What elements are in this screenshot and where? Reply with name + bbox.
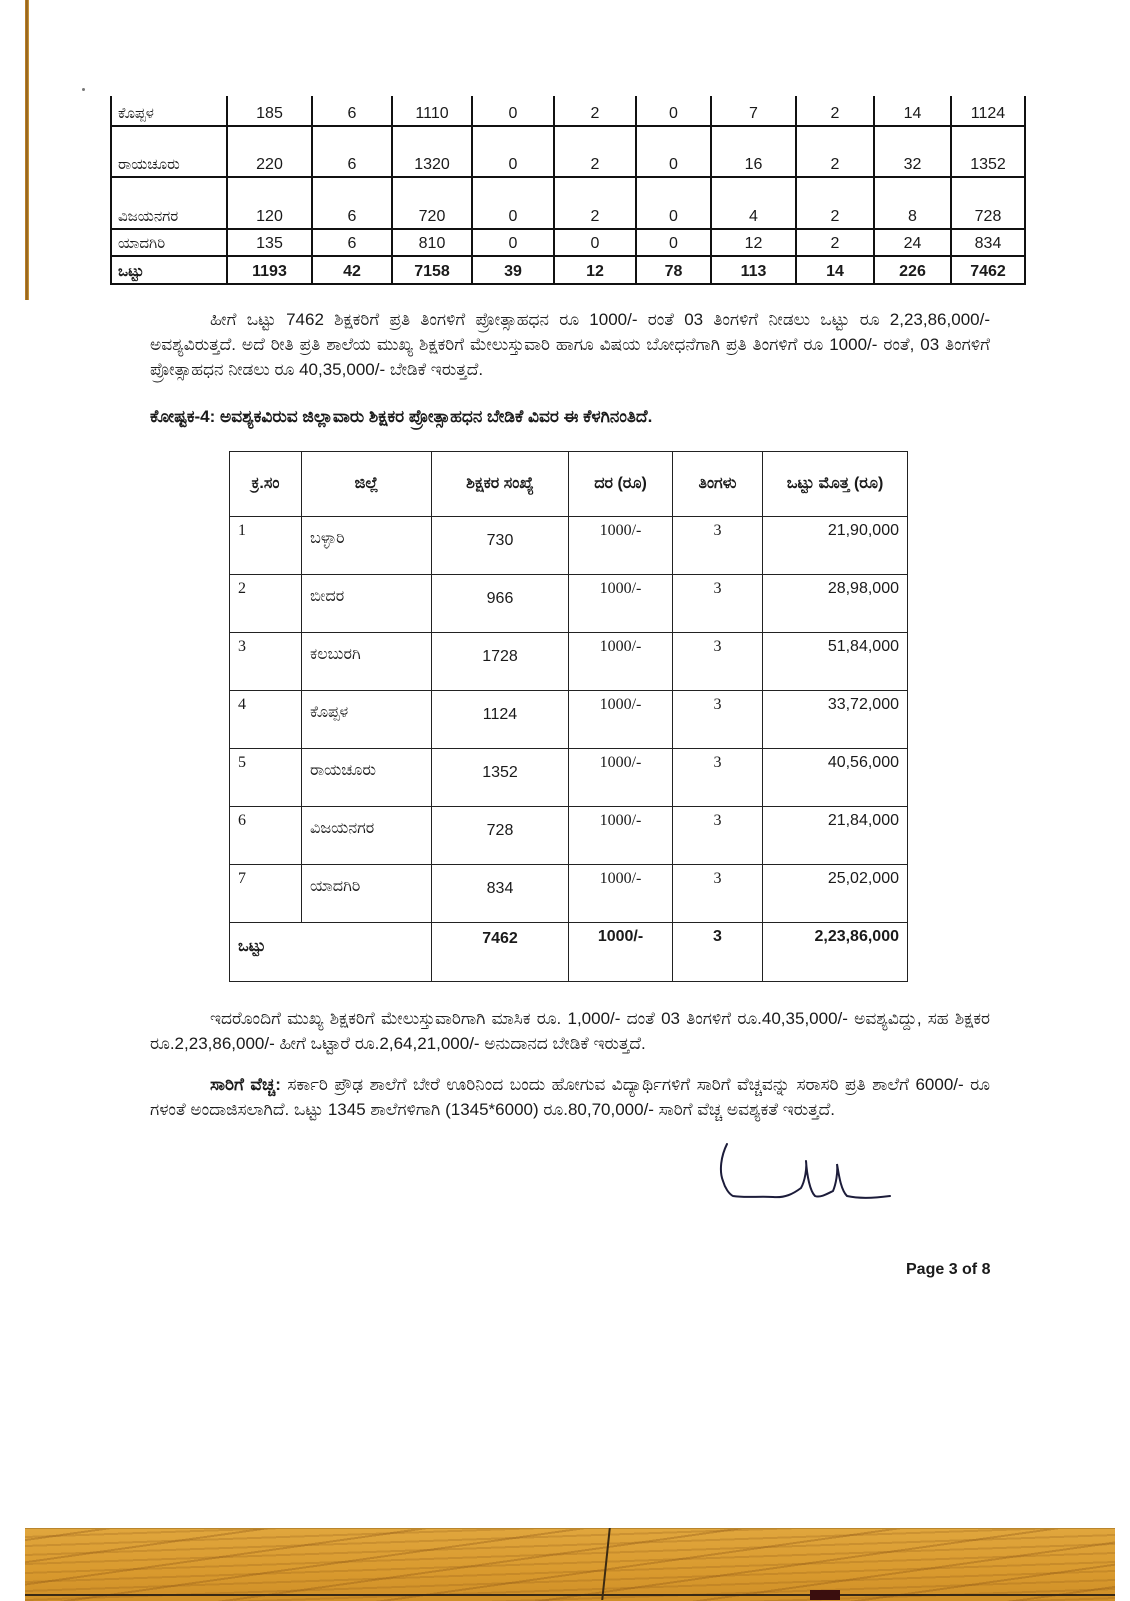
district-cell: ವಿಜಯನಗರ bbox=[111, 177, 227, 229]
table-row bbox=[230, 633, 908, 691]
header-sl-no: ಕ್ರ.ಸಂ bbox=[230, 452, 302, 517]
table-row bbox=[111, 229, 1025, 256]
cell: 1110 bbox=[392, 96, 472, 126]
cell: 14 bbox=[874, 96, 951, 126]
cell: 2 bbox=[796, 229, 874, 256]
cell: 6 bbox=[312, 229, 392, 256]
sl-cell: 3 bbox=[230, 633, 302, 691]
cell: 0 bbox=[636, 126, 711, 177]
teachers-cell: 966 bbox=[432, 575, 569, 633]
cell: 0 bbox=[636, 177, 711, 229]
district-cell: ರಾಯಚೂರು bbox=[111, 126, 227, 177]
cell: 2 bbox=[796, 96, 874, 126]
paragraph-text: ಸರ್ಕಾರಿ ಪ್ರೌಢ ಶಾಲೆಗೆ ಬೇರೆ ಊರಿನಿಂದ ಬಂದು ಹೋಗುವ ವಿದ್ಯಾರ್ಥಿಗಳಿಗೆ ಸಾರಿಗೆ ವೆಚ್ಚವನ್ನು ಸರಾಸರಿ ಪ್ರತಿ ಶಾಲೆಗೆ 6000/- ರೂ ಗಳಂತೆ ಅಂದಾಜಿಸಲಾಗಿದೆ. ಒಟ್ಟು 1345 ಶಾಲೆಗಳಿಗಾಗಿ (1345*6000) ರೂ.80,70,000/- ಸಾರಿಗೆ ವೆಚ್ಚ ಅವಶ್ಯಕತೆ ಇರುತ್ತದೆ. bbox=[150, 1075, 990, 1119]
cell: 32 bbox=[874, 126, 951, 177]
cell: 1352 bbox=[951, 126, 1025, 177]
district-cell: ಕೊಪ್ಪಳ bbox=[111, 96, 227, 126]
cell: 78 bbox=[636, 256, 711, 284]
teachers-cell: 1728 bbox=[432, 633, 569, 691]
header-rate: ದರ (ರೂ) bbox=[569, 452, 673, 517]
district-cell: ಯಾದಗಿರಿ bbox=[111, 229, 227, 256]
months-cell: 3 bbox=[673, 923, 763, 982]
district-cell: ರಾಯಚೂರು bbox=[302, 749, 432, 807]
page-number: Page 3 of 8 bbox=[906, 1261, 991, 1278]
cell: 2 bbox=[796, 126, 874, 177]
rate-cell: 1000/- bbox=[569, 749, 673, 807]
rate-cell: 1000/- bbox=[569, 865, 673, 923]
district-incentive-demand-table bbox=[229, 451, 908, 982]
cell: 810 bbox=[392, 229, 472, 256]
cell: 120 bbox=[227, 177, 312, 229]
paragraph-incentive-summary bbox=[150, 307, 990, 382]
months-cell: 3 bbox=[673, 807, 763, 865]
cell: 0 bbox=[636, 96, 711, 126]
cell: 7158 bbox=[392, 256, 472, 284]
cell: 6 bbox=[312, 177, 392, 229]
header-district: ಜಿಲ್ಲೆ bbox=[302, 452, 432, 517]
wood-surface-background bbox=[25, 1528, 1115, 1601]
cell: 1124 bbox=[951, 96, 1025, 126]
district-cell: ಕೊಪ್ಪಳ bbox=[302, 691, 432, 749]
table-total-row bbox=[230, 923, 908, 982]
months-cell: 3 bbox=[673, 749, 763, 807]
table-header-row bbox=[230, 452, 908, 517]
cell: 14 bbox=[796, 256, 874, 284]
cell: 2 bbox=[554, 126, 636, 177]
cell: 39 bbox=[472, 256, 554, 284]
table-row bbox=[230, 807, 908, 865]
rate-cell: 1000/- bbox=[569, 923, 673, 982]
header-total-amount: ಒಟ್ಟು ಮೊತ್ತ (ರೂ) bbox=[763, 452, 908, 517]
signature bbox=[715, 1136, 895, 1216]
months-cell: 3 bbox=[673, 691, 763, 749]
cell: 8 bbox=[874, 177, 951, 229]
sl-cell: 6 bbox=[230, 807, 302, 865]
amount-total: 2,23,86,000 bbox=[763, 923, 908, 982]
cell: 2 bbox=[554, 177, 636, 229]
sl-cell: 5 bbox=[230, 749, 302, 807]
cell: 834 bbox=[951, 229, 1025, 256]
cell: 0 bbox=[472, 177, 554, 229]
cell: 6 bbox=[312, 96, 392, 126]
sl-cell: 4 bbox=[230, 691, 302, 749]
signature-area bbox=[715, 1136, 1130, 1216]
header-teachers: ಶಿಕ್ಷಕರ ಸಂಖ್ಯೆ bbox=[432, 452, 569, 517]
cell: 113 bbox=[711, 256, 796, 284]
teachers-cell: 1352 bbox=[432, 749, 569, 807]
cell: 720 bbox=[392, 177, 472, 229]
sl-cell: 1 bbox=[230, 517, 302, 575]
cell: 2 bbox=[554, 96, 636, 126]
cell: 220 bbox=[227, 126, 312, 177]
teachers-cell: 728 bbox=[432, 807, 569, 865]
table-row bbox=[230, 517, 908, 575]
rate-cell: 1000/- bbox=[569, 517, 673, 575]
cell: 0 bbox=[472, 96, 554, 126]
total-label: ಒಟ್ಟು bbox=[111, 256, 227, 284]
teachers-cell: 834 bbox=[432, 865, 569, 923]
sl-cell: 7 bbox=[230, 865, 302, 923]
amount-cell: 33,72,000 bbox=[763, 691, 908, 749]
paragraph-text: ಹೀಗೆ ಒಟ್ಟು 7462 ಶಿಕ್ಷಕರಿಗೆ ಪ್ರತಿ ತಿಂಗಳಿಗೆ ಪ್ರೋತ್ಸಾಹಧನ ರೂ 1000/- ರಂತೆ 03 ತಿಂಗಳಿಗೆ ನೀಡಲು ಒಟ್ಟು ರೂ 2,23,86,000/- ಅವಶ್ಯವಿರುತ್ತದೆ. ಅದೆ ರೀತಿ ಪ್ರತಿ ಶಾಲೆಯ ಮುಖ್ಯ ಶಿಕ್ಷಕರಿಗೆ ಮೇಲುಸ್ತುವಾರಿ ಹಾಗೂ ವಿಷಯ ಬೋಧನೆಗಾಗಿ ಪ್ರತಿ ತಿಂಗಳಿಗೆ ರೂ 1000/- ರಂತೆ, 03 ತಿಂಗಳಿಗೆ ಪ್ರೋತ್ಸಾಹಧನ ನೀಡಲು ರೂ 40,35,000/- ಬೇಡಿಕೆ ಇರುತ್ತದೆ. bbox=[150, 310, 990, 379]
amount-cell: 28,98,000 bbox=[763, 575, 908, 633]
cell: 12 bbox=[711, 229, 796, 256]
cell: 0 bbox=[472, 126, 554, 177]
district-teachers-table-continued bbox=[110, 96, 1026, 285]
cell: 42 bbox=[312, 256, 392, 284]
rate-cell: 1000/- bbox=[569, 633, 673, 691]
paragraph-transport-cost bbox=[150, 1072, 990, 1122]
district-cell: ಬೀದರ bbox=[302, 575, 432, 633]
cell: 226 bbox=[874, 256, 951, 284]
cell: 24 bbox=[874, 229, 951, 256]
cell: 7 bbox=[711, 96, 796, 126]
paragraph-total-demand bbox=[150, 1006, 990, 1056]
cell: 6 bbox=[312, 126, 392, 177]
district-cell: ವಿಜಯನಗರ bbox=[302, 807, 432, 865]
table-row bbox=[111, 96, 1025, 126]
cell: 12 bbox=[554, 256, 636, 284]
amount-cell: 21,90,000 bbox=[763, 517, 908, 575]
wood-seam bbox=[601, 1528, 611, 1600]
rate-cell: 1000/- bbox=[569, 691, 673, 749]
teachers-cell: 1124 bbox=[432, 691, 569, 749]
teachers-total: 7462 bbox=[432, 923, 569, 982]
cell: 0 bbox=[636, 229, 711, 256]
table-row bbox=[111, 177, 1025, 229]
table4-heading: ಕೋಷ್ಟಕ-4: ಅವಶ್ಯಕವಿರುವ ಜಿಲ್ಲಾವಾರು ಶಿಕ್ಷಕರ ಪ್ರೋತ್ಸಾಹಧನ ಬೇಡಿಕೆ ವಿವರ ಈ ಕೆಳಗಿನಂತಿದೆ. bbox=[150, 407, 653, 426]
table-row bbox=[230, 691, 908, 749]
transport-cost-label: ಸಾರಿಗೆ ವೆಚ್ಚ: bbox=[210, 1075, 281, 1094]
rate-cell: 1000/- bbox=[569, 575, 673, 633]
amount-cell: 51,84,000 bbox=[763, 633, 908, 691]
district-cell: ಯಾದಗಿರಿ bbox=[302, 865, 432, 923]
amount-cell: 40,56,000 bbox=[763, 749, 908, 807]
months-cell: 3 bbox=[673, 865, 763, 923]
cell: 2 bbox=[796, 177, 874, 229]
teachers-cell: 730 bbox=[432, 517, 569, 575]
table-row bbox=[230, 749, 908, 807]
table-row bbox=[230, 865, 908, 923]
table-row bbox=[111, 126, 1025, 177]
bottom-edge bbox=[25, 1594, 1115, 1596]
table-row bbox=[230, 575, 908, 633]
district-cell: ಬಳ್ಳಾರಿ bbox=[302, 517, 432, 575]
cell: 1320 bbox=[392, 126, 472, 177]
amount-cell: 21,84,000 bbox=[763, 807, 908, 865]
rate-cell: 1000/- bbox=[569, 807, 673, 865]
cell: 7462 bbox=[951, 256, 1025, 284]
cell: 728 bbox=[951, 177, 1025, 229]
sl-cell: 2 bbox=[230, 575, 302, 633]
months-cell: 3 bbox=[673, 633, 763, 691]
cell: 4 bbox=[711, 177, 796, 229]
cell: 1193 bbox=[227, 256, 312, 284]
cell: 0 bbox=[472, 229, 554, 256]
dark-object bbox=[810, 1590, 840, 1600]
cell: 0 bbox=[554, 229, 636, 256]
cell: 185 bbox=[227, 96, 312, 126]
district-cell: ಕಲಬುರಗಿ bbox=[302, 633, 432, 691]
cell: 16 bbox=[711, 126, 796, 177]
cell: 135 bbox=[227, 229, 312, 256]
table-total-row bbox=[111, 256, 1025, 284]
months-cell: 3 bbox=[673, 575, 763, 633]
amount-cell: 25,02,000 bbox=[763, 865, 908, 923]
paragraph-text: ಇದರೊಂದಿಗೆ ಮುಖ್ಯ ಶಿಕ್ಷಕರಿಗೆ ಮೇಲುಸ್ತುವಾರಿಗಾಗಿ ಮಾಸಿಕ ರೂ. 1,000/- ದಂತೆ 03 ತಿಂಗಳಿಗೆ ರೂ.40,35,000/- ಅವಶ್ಯವಿದ್ದು, ಸಹ ಶಿಕ್ಷಕರ ರೂ.2,23,86,000/- ಹೀಗೆ ಒಟ್ಟಾರೆ ರೂ.2,64,21,000/- ಅನುದಾನದ ಬೇಡಿಕೆ ಇರುತ್ತದೆ. bbox=[150, 1009, 990, 1053]
months-cell: 3 bbox=[673, 517, 763, 575]
header-months: ತಿಂಗಳು bbox=[673, 452, 763, 517]
total-label: ಒಟ್ಟು bbox=[230, 923, 432, 982]
